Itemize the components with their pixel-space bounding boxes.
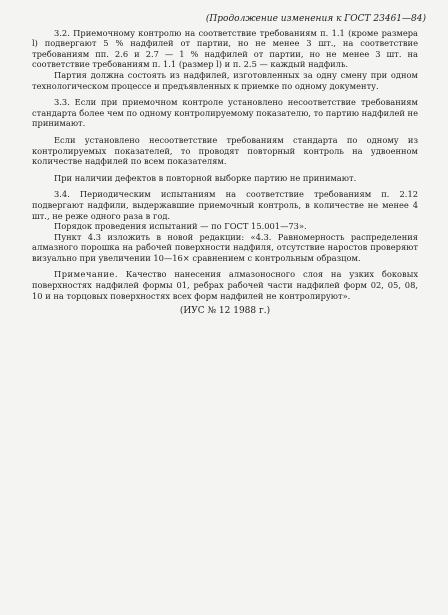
paragraph-3-4: 3.4. Периодическим испытаниям на соответствие требованиям п. 2.12 подвергают надфили, выдержавшие приемочный контроль, в количестве не менее 4 шт., не реже одного раза в год. (32, 189, 418, 221)
note-text: Качество нанесения алмазоносного слоя на узких боковых поверхностях надфилей формы 01, ребрах рабочей части надфилей форм 02, 05, 08, 10 и на торцовых поверхностях всех форм надфилей не контролируют». (32, 269, 418, 301)
note-paragraph (32, 269, 418, 301)
continuation-header: (Продолжение изменения к ГОСТ 23461—84) (205, 14, 426, 24)
paragraph-4-3: Пункт 4.3 изложить в новой редакции: «4.3. Равномерность распределения алмазного порошка на рабочей поверхности надфиля, отсутствие наростов проверяют визуально при увеличении 10—16× сравнением с контрольным образцом. (32, 231, 418, 263)
paragraph-defects: При наличии дефектов в повторной выборке партию не принимают. (54, 172, 357, 183)
paragraph-batch: Партия должна состоять из надфилей, изготовленных за одну смену при одном технологическом процессе и предъявленных к приемке по одному документу. (32, 69, 418, 91)
ius-signature: (ИУС № 12 1988 г.) (179, 306, 271, 317)
paragraph-recheck: Если установлено несоответствие требованиям стандарта по одному из контролируемых показателей, то проводят повторный контроль на удвоенном количестве надфилей по всем показателям. (32, 134, 418, 167)
paragraph-test-procedure: Порядок проведения испытаний — по ГОСТ 15.001—73». (54, 221, 307, 232)
note-label: Примечание. (54, 269, 118, 280)
paragraph-3-3: 3.3. Если при приемочном контроле установлено несоответствие требованиям стандарта более чем по одному контролируемому показателю, то партию надфилей не принимают. (32, 97, 418, 129)
paragraph-3-2: 3.2. Приемочному контролю на соответствие требованиям п. 1.1 (кроме размера l) подвергают 5 % надфилей от партии, но не менее 3 шт., на соответствие требованиям пп. 2.6 и 2.7 — 1 % надфилей от партии, но не менее 3 шт. на соответствие требованиям п. 1.1 (размер l) и п. 2.5 — каждый надфиль. (32, 27, 418, 70)
